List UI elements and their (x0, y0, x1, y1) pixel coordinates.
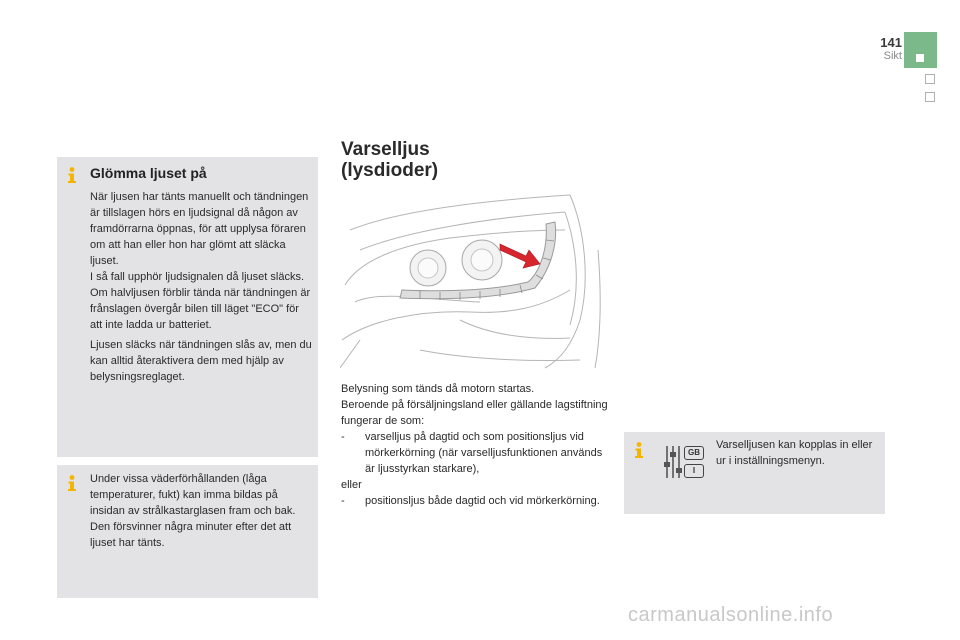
list-item-text: varselljus på dagtid och som positionsljus vid mörkerkörning (när varselljusfunktionen används är ljusstyrkan starkare), (365, 431, 603, 475)
list-item-text: positionsljus både dagtid och vid mörkerkörning. (365, 495, 600, 507)
box-paragraph: Om halvljusen förblir tända när tändningen är frånslagen övergår bilen till läget "ECO" för att inte ladda ur batteriet. (90, 287, 311, 331)
main-body-text (341, 381, 611, 509)
page-number: 141 (880, 35, 902, 50)
body-paragraph: Belysning som tänds då motorn startas. (341, 383, 535, 395)
info-badge: I (684, 464, 704, 478)
watermark: carmanualsonline.info (628, 604, 834, 626)
info-icon (65, 166, 79, 184)
box-paragraph: Ljusen släcks när tändningen slås av, men du kan alltid återaktivera dem med hjälp av belysningsreglaget. (90, 339, 312, 383)
chapter-tab (904, 32, 937, 68)
info-box-settings (624, 432, 885, 514)
section-heading (341, 139, 438, 181)
info-icon (65, 474, 79, 492)
list-dash: - (341, 431, 345, 443)
info-box-condensation (57, 465, 318, 598)
box-body (90, 189, 312, 389)
chapter-tab-box (925, 74, 935, 84)
list-item (341, 429, 611, 477)
heading-line: (lysdioder) (341, 160, 439, 181)
headlight-illustration (340, 190, 604, 370)
box-title: Glömma ljuset på (90, 165, 207, 181)
box-paragraph: I så fall upphör ljudsignalen då ljuset släcks. (90, 271, 305, 283)
info-box-forget-lights (57, 157, 318, 457)
info-icon (632, 441, 646, 459)
box-paragraph: Under vissa väderförhållanden (låga temperaturer, fukt) kan imma bildas på insidan av strålkastarglasen fram och bak. Den försvinner några minuter efter det att ljuset har tänts. (90, 473, 296, 549)
box-paragraph: Varselljusen kan kopplas in eller ur i inställningsmenyn. (716, 439, 873, 467)
section-name: Sikt (883, 50, 902, 62)
settings-menu-icon (664, 444, 706, 480)
body-paragraph: Beroende på försäljningsland eller gällande lagstiftning fungerar de som: (341, 399, 608, 427)
slider-icon (664, 444, 682, 480)
heading-line: Varselljus (341, 139, 430, 160)
chapter-tab-marker (916, 54, 924, 62)
list-item (341, 493, 611, 509)
list-dash: - (341, 495, 345, 507)
body-paragraph: eller (341, 479, 362, 491)
red-arrow-icon (500, 244, 540, 268)
page-header (862, 36, 902, 63)
box-paragraph: När ljusen har tänts manuellt och tändningen är tillslagen hörs en ljudsignal då någon av framdörrarna öppnas, för att upplysa föraren om att han eller hon har glömt att släcka ljuset. (90, 191, 309, 267)
chapter-tab-box (925, 92, 935, 102)
language-badge: GB (684, 446, 704, 460)
